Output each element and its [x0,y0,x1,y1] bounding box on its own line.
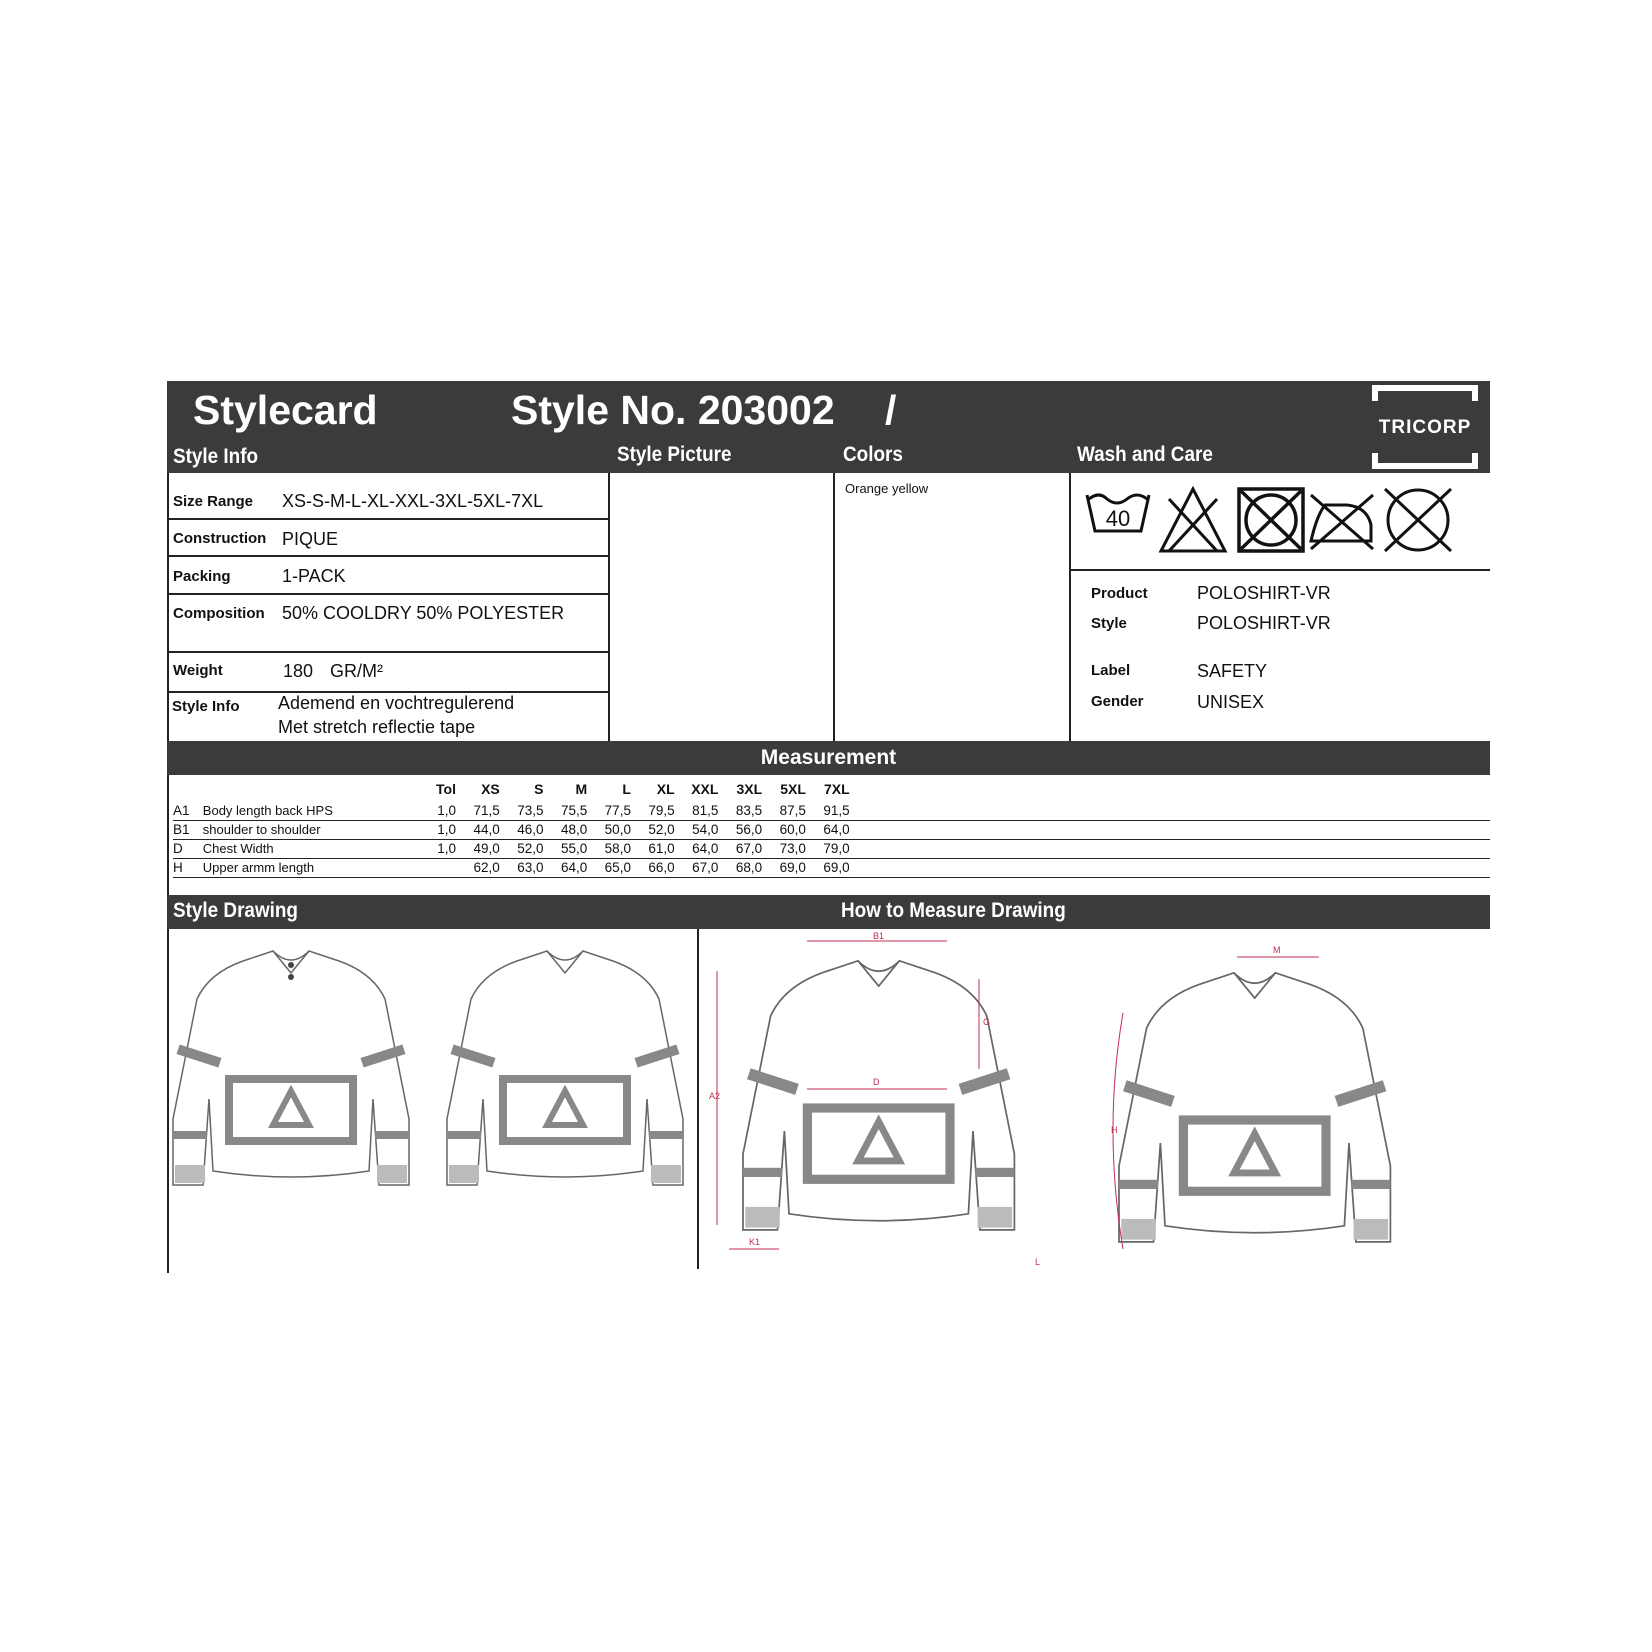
section-measurement: Measurement [760,746,897,769]
section-style-picture: Style Picture [617,443,732,466]
construction-value: PIQUE [282,529,339,549]
row-value: 63,0 [517,860,544,875]
row-value: 62,0 [473,860,500,875]
row-value: 71,5 [473,802,500,818]
header-tol: Tol [436,781,457,797]
style-info-line2: Met stretch reflectie tape [278,717,476,737]
weight-unit: GR/M² [330,661,383,681]
header-bar [167,381,1490,473]
label-value: SAFETY [1197,661,1268,681]
row-value: 61,0 [648,841,675,856]
row-code: B1 [173,822,190,837]
wash-care-symbols [1085,485,1465,557]
button-icon [288,974,294,980]
wash-temp-label: 40 [1105,506,1131,531]
table-row [173,858,1490,877]
row-value: 54,0 [692,822,719,837]
row-value: 58,0 [604,841,631,856]
row-value: 83,5 [735,802,763,818]
style-number: Style No. 203002 [511,387,835,433]
mark-b1: B1 [873,931,885,941]
header-size: XXL [691,781,719,797]
row-desc: Chest Width [202,841,274,856]
mark-g: G [983,1017,991,1027]
mark-k1: K1 [749,1237,761,1247]
row-value: 75,5 [560,802,588,818]
section-style-drawing: Style Drawing [173,899,298,922]
mark-a2: A2 [709,1091,721,1101]
row-value: 87,5 [779,802,806,818]
section-how-to-measure: How to Measure Drawing [841,899,1066,922]
size-range-label: Size Range [173,493,254,510]
row-tol: 1,0 [437,822,457,837]
header-size: S [534,781,544,797]
section-colors: Colors [843,443,903,466]
row-value: 64,0 [560,860,588,875]
row-value: 44,0 [473,822,500,837]
no-iron-icon [1311,495,1373,549]
measure-back-polo [1119,973,1390,1242]
row-value: 50,0 [604,822,631,837]
row-value: 67,0 [692,860,719,875]
row-code: A1 [173,802,190,818]
mark-m: M [1273,945,1281,955]
stylecard [167,381,1490,1273]
header-size: M [575,781,588,797]
packing-value: 1-PACK [282,566,346,586]
row-value: 49,0 [473,841,500,856]
table-row [173,801,1490,820]
header-size: 5XL [780,781,806,797]
header-size: L [622,781,631,797]
front-polo-drawing [173,951,409,1185]
section-style-info: Style Info [173,445,259,468]
table-row [173,820,1490,839]
no-tumble-dry-icon [1239,489,1303,551]
row-value: 91,5 [823,802,850,818]
mark-d: D [873,1077,880,1087]
style-info-line1: Ademend en vochtregulerend [278,693,515,713]
measurement-table [173,777,1490,878]
how-to-measure-svg [699,929,1489,1273]
measure-front-polo [743,961,1014,1230]
composition-label: Composition [173,605,265,622]
construction-label: Construction [173,530,267,547]
gender-label: Gender [1091,693,1144,710]
row-value: 68,0 [735,860,763,875]
drawing-bar [167,895,1490,929]
tricorp-logo [1372,385,1478,469]
style-drawing-svg [167,929,697,1273]
section-wash-care: Wash and Care [1077,443,1213,466]
row-value: 46,0 [517,822,544,837]
product-label: Product [1091,585,1148,602]
measurement-header-row [173,777,1490,801]
logo-text: TRICORP [1378,417,1472,438]
mark-l: L [1035,1257,1041,1267]
row-value: 52,0 [517,841,544,856]
button-icon [288,962,294,968]
weight-value: 180 [283,661,314,681]
row-tol: 1,0 [437,802,457,818]
weight-label: Weight [173,662,223,679]
no-bleach-icon [1161,489,1225,551]
product-value: POLOSHIRT-VR [1197,583,1331,603]
row-code: D [173,841,183,856]
mark-h: H [1111,1125,1118,1135]
row-tol [412,858,456,877]
row-desc: Body length back HPS [202,802,333,818]
header-size: 3XL [736,781,763,797]
row-value: 64,0 [823,822,850,837]
measurement-bar [167,741,1490,775]
style-value: POLOSHIRT-VR [1197,613,1331,633]
row-value: 65,0 [604,860,631,875]
row-value: 67,0 [735,841,763,856]
row-value: 73,5 [517,802,544,818]
gender-value: UNISEX [1197,692,1265,712]
color-value: Orange yellow [845,481,929,496]
row-value: 81,5 [692,802,719,818]
row-value: 77,5 [604,802,631,818]
row-value: 66,0 [648,860,675,875]
row-code: H [173,860,183,875]
row-tol: 1,0 [437,841,457,856]
row-value: 48,0 [560,822,588,837]
style-info-label: Style Info [172,698,240,715]
back-polo-drawing [447,951,683,1185]
composition-value: 50% COOLDRY 50% POLYESTER [282,603,565,623]
header-size: XS [481,781,500,797]
row-value: 64,0 [692,841,719,856]
row-value: 69,0 [779,860,806,875]
row-value: 79,0 [823,841,850,856]
size-range-value: XS-S-M-L-XL-XXL-3XL-5XL-7XL [282,491,544,511]
no-dry-clean-icon [1385,489,1451,551]
row-value: 60,0 [779,822,806,837]
packing-label: Packing [173,568,231,585]
header-size: XL [656,781,675,797]
row-value: 55,0 [560,841,588,856]
row-value: 73,0 [779,841,806,856]
label-label: Label [1091,662,1131,679]
style-label: Style [1091,615,1127,632]
row-desc: Upper armm length [202,860,315,875]
header-size: 7XL [823,781,850,797]
row-desc: shoulder to shoulder [202,822,321,837]
style-number-slash: / [885,387,897,433]
table-row [173,839,1490,858]
row-value: 69,0 [823,860,850,875]
row-value: 56,0 [735,822,763,837]
page-title: Stylecard [193,387,378,433]
row-value: 79,5 [648,802,675,818]
row-value: 52,0 [648,822,675,837]
